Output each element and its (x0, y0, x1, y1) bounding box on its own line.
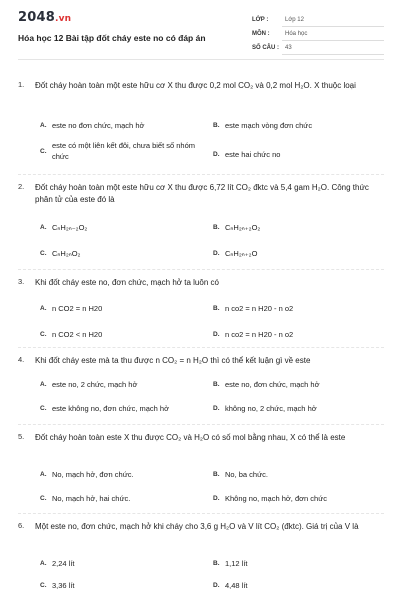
option-letter: C. (40, 331, 47, 338)
meta-subject-key: MÔN : (252, 31, 270, 37)
option-letter: C. (40, 148, 47, 155)
question-divider (18, 513, 384, 514)
logo-suffix: .vn (54, 14, 72, 24)
document-title: Hóa học 12 Bài tập đốt cháy este no có đáp án (18, 33, 206, 43)
question-text: Một este no, đơn chức, mạch hở khi cháy cho 3,6 g H₂O và V lít CO₂ (đktc). Giá trị của V là (35, 522, 359, 531)
option-letter: B. (213, 560, 220, 567)
question-1 (18, 80, 388, 175)
question-number: 3. (18, 277, 25, 286)
option-letter: D. (213, 495, 220, 502)
question-text: Khi đốt cháy este mà ta thu được n CO₂ = n H₂O thì có thể kết luận gì về este (35, 356, 311, 365)
option-text: 1,12 lít (225, 559, 248, 568)
question-text: Đốt cháy hoàn toàn este X thu được CO₂ và H₂O có số mol bằng nhau, X có thể là este (35, 433, 346, 442)
logo-text: 2048 (18, 10, 55, 25)
page-header (0, 0, 400, 64)
meta-grade-key: LỚP : (252, 17, 269, 23)
question-4 (18, 355, 388, 425)
option-text: No, ba chức. (225, 470, 268, 479)
option-letter: C. (40, 250, 47, 257)
option-text: không no, 2 chức, mạch hở (225, 404, 317, 413)
meta-grade (252, 16, 384, 27)
option-text: este hai chức no (225, 150, 281, 159)
meta-subject-value: Hóa học (285, 31, 308, 37)
option-letter: B. (213, 122, 220, 129)
meta-underline (282, 26, 384, 27)
option-text: este không no, đơn chức, mạch hở (52, 404, 170, 413)
question-5 (18, 432, 388, 514)
meta-count-key: SỐ CÂU : (252, 45, 279, 51)
meta-grade-value: Lớp 12 (285, 17, 304, 23)
option-text: este no, đơn chức, mạch hở (225, 380, 320, 389)
option-text: Không no, mạch hở, đơn chức (225, 494, 327, 503)
option-letter: A. (40, 224, 47, 231)
option-text: CₙH₂ₙ₋₂O₂ (52, 223, 88, 232)
question-text: Đốt cháy hoàn toàn một este hữu cơ X thu được 0,2 mol CO₂ và 0,2 mol H₂O. X thuộc loại (35, 81, 356, 90)
option-text: CₙH₂ₙ₊₂O₂ (225, 223, 261, 232)
option-letter: C. (40, 495, 47, 502)
option-letter: D. (213, 405, 220, 412)
option-text: 2,24 lít (52, 559, 75, 568)
header-divider (18, 59, 384, 60)
question-number: 6. (18, 521, 25, 530)
question-text: Khi đốt cháy este no, đơn chức, mạch hở ta luôn có (35, 278, 219, 287)
site-logo[interactable] (18, 10, 71, 25)
option-letter: D. (213, 582, 220, 589)
option-letter: D. (213, 151, 220, 158)
option-text: No, mạch hở, hai chức. (52, 494, 131, 503)
option-text: n co2 = n H20 - n o2 (225, 330, 294, 339)
option-letter: A. (40, 305, 47, 312)
question-divider (18, 269, 384, 270)
question-divider (18, 174, 384, 175)
question-divider (18, 424, 384, 425)
option-text: este mạch vòng đơn chức (225, 121, 313, 130)
option-text: n CO2 < n H20 (52, 330, 103, 339)
option-text: n CO2 = n H20 (52, 304, 103, 313)
meta-count (252, 44, 384, 55)
option-text: CₙH₂ₙO₂ (52, 249, 81, 258)
question-2 (18, 182, 388, 267)
meta-underline (282, 40, 384, 41)
question-text: Đốt cháy hoàn toàn một este hữu cơ X thu được 6,72 lít CO₂ đktc và 5,4 gam H₂O. Công thức phân tử của este đó là (35, 183, 369, 204)
meta-subject (252, 30, 384, 41)
option-letter: A. (40, 560, 47, 567)
question-number: 2. (18, 182, 25, 191)
option-letter: B. (213, 224, 220, 231)
question-number: 5. (18, 432, 25, 441)
option-letter: C. (40, 405, 47, 412)
question-number: 4. (18, 355, 25, 364)
option-text: 3,36 lít (52, 581, 75, 590)
option-letter: A. (40, 122, 47, 129)
meta-underline (282, 54, 384, 55)
option-letter: B. (213, 381, 220, 388)
option-text: CₙH₂ₙ₊₂O (225, 249, 258, 258)
option-text: No, mạch hở, đơn chức. (52, 470, 134, 479)
option-letter: B. (213, 471, 220, 478)
option-letter: D. (213, 250, 220, 257)
option-text: este có một liên kết đôi, chưa biết số nhóm chức (52, 141, 196, 161)
option-letter: C. (40, 582, 47, 589)
question-6 (18, 521, 388, 599)
option-letter: A. (40, 471, 47, 478)
question-divider (18, 347, 384, 348)
option-text: este no đơn chức, mạch hở (52, 121, 145, 130)
option-text: este no, 2 chức, mạch hở (52, 380, 138, 389)
question-3 (18, 277, 388, 347)
option-letter: A. (40, 381, 47, 388)
option-text: 4,48 lít (225, 581, 248, 590)
question-number: 1. (18, 80, 25, 89)
meta-count-value: 43 (285, 45, 292, 51)
option-letter: B. (213, 305, 220, 312)
option-text: n co2 = n H20 - n o2 (225, 304, 294, 313)
option-letter: D. (213, 331, 220, 338)
